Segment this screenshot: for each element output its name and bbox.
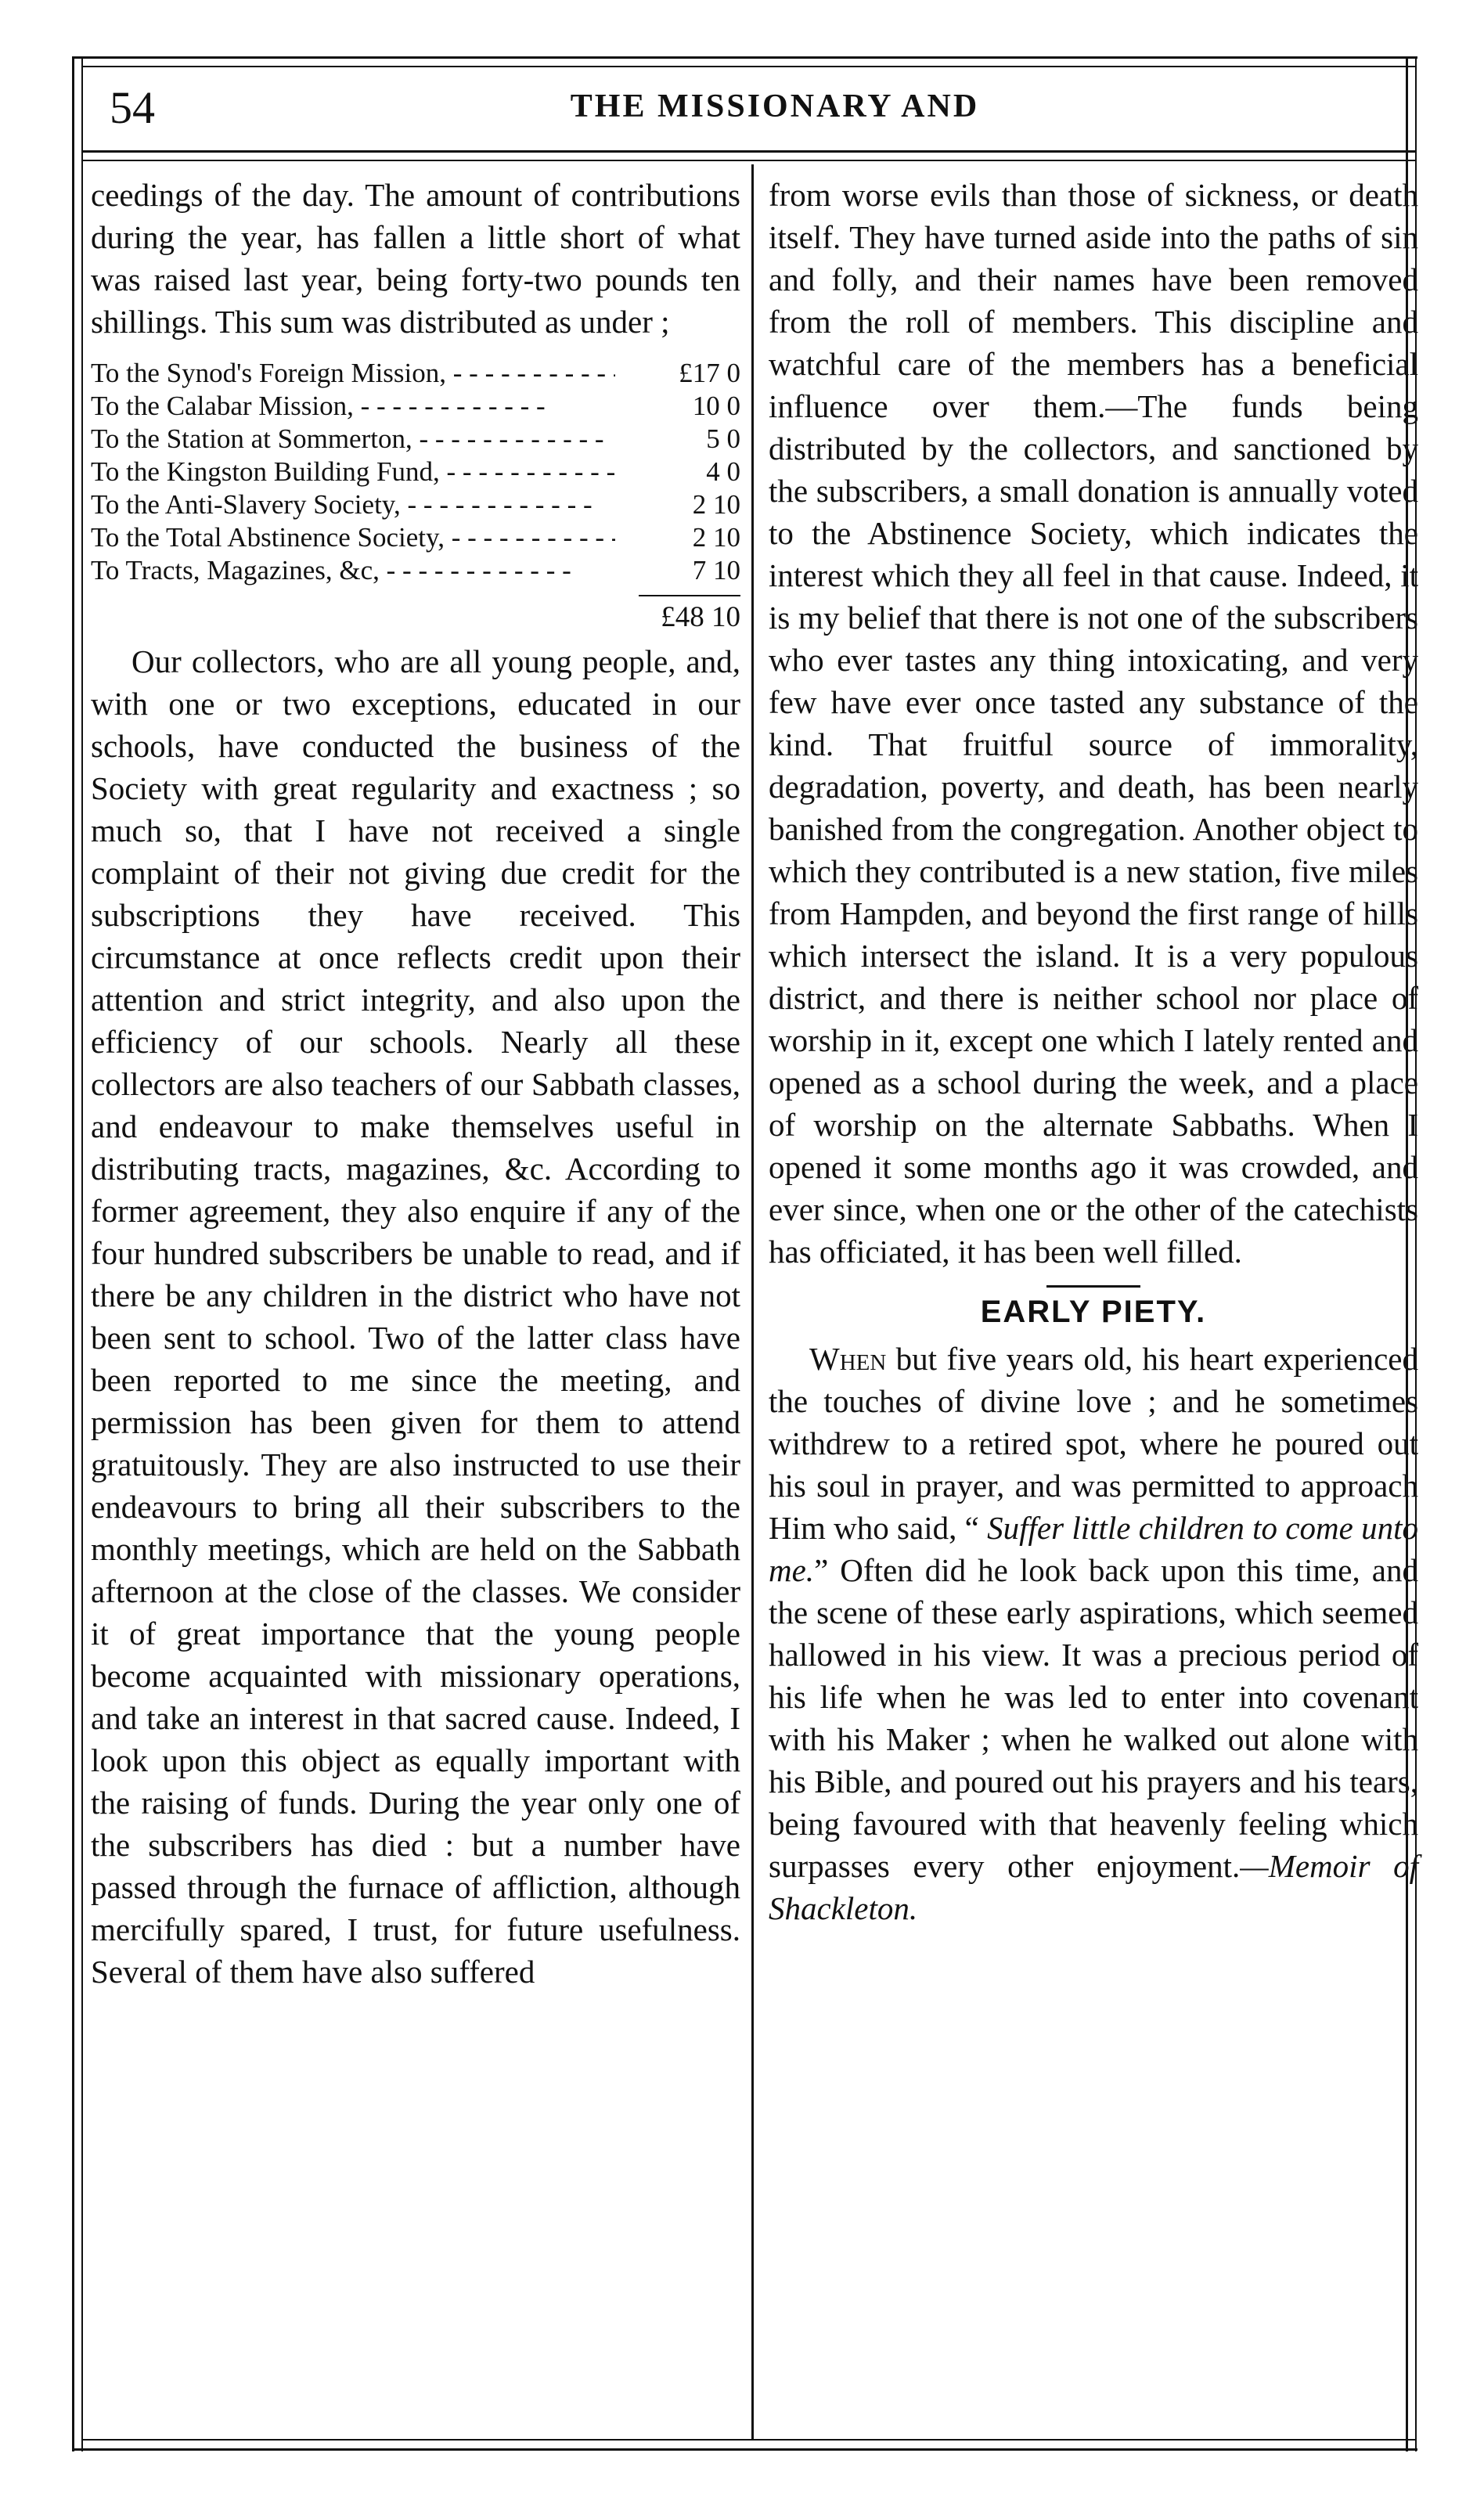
contribution-amount: 2 10	[692, 489, 740, 520]
header-divider-rule	[81, 150, 1417, 153]
contribution-label: To the Total Abstinence Society, - -	[91, 521, 615, 554]
contribution-row	[91, 521, 740, 554]
contribution-row	[91, 554, 740, 587]
contribution-label: To the Synod's Foreign Mission, - -	[91, 357, 615, 390]
contribution-row	[91, 357, 740, 390]
contribution-label: To the Kingston Building Fund, - -	[91, 456, 615, 488]
source-citation: —Memoir of Shackleton.	[769, 1848, 1419, 1926]
contribution-row	[91, 456, 740, 488]
contribution-row	[91, 423, 740, 456]
contribution-amount: 10 0	[692, 391, 740, 421]
top-border-rule	[72, 56, 1417, 59]
column-divider-rule	[751, 164, 754, 2439]
paragraph: Our collectors, who are all young people, and, with one or two exceptions, educated in our schools, have conducted the business of the Society with great regularity and exactness ; so much so, that I have not received a single complaint of their not giving due credit for the subscriptions they have received. This circumstance at once reflects credit upon their attention and strict integrity, and also upon the efficiency of our schools. Nearly all these collectors are also teachers of our Sabbath classes, and endeavour to make themselves useful in distributing tracts, magazines, &c. According to former agreement, they also enquire if any of the four hundred subscribers be unable to read, and if there be any children in the district who have not been sent to school. Two of the latter class have been reported to me since the meeting, and permission has been given for them to attend gratuitously. They are also instructed to use their endeavours to bring all their subscribers to the monthly meetings, which are held on the Sabbath afternoon at the close of the classes. We consider it of great importance that the young people become acquainted with missionary operations, and take an interest in that sacred cause. Indeed, I look upon this object as equally important with the raising of funds. During the year only one of the subscribers has died : but a number have passed through the furnace of affliction, although mercifully spared, I trust, for future usefulness. Several of them have also suffered	[91, 643, 740, 1990]
contribution-amount: 2 10	[692, 522, 740, 553]
total-rule	[639, 595, 740, 596]
article-heading: EARLY PIETY.	[980, 1295, 1207, 1329]
header-divider-rule-inner	[81, 160, 1417, 161]
contribution-label: To the Anti-Slavery Society, - -	[91, 488, 615, 521]
contribution-amount: 7 10	[692, 555, 740, 585]
bottom-border-rule-inner	[81, 2439, 1417, 2441]
contribution-amount: 5 0	[706, 423, 740, 454]
top-border-rule-inner	[81, 66, 1417, 67]
lead-word: When	[809, 1341, 887, 1377]
page-number: 54	[110, 82, 155, 133]
contribution-label: To the Calabar Mission, - -	[91, 390, 615, 423]
text-run: ” Often did he look back upon this time, and the scene of these early aspirations, which seemed hallowed in his view. It was a precious period of his life when he was led to enter into covenant with his Maker ; when he walked out alone with his Bible, and poured out his prayers and his tears, being favoured with that heavenly feeling which surpasses every other enjoyment.	[769, 1552, 1418, 1884]
paragraph: from worse evils than those of sickness, or death itself. They have turned aside into the paths of sin and folly, and their names have been removed from the roll of members. This discipline and watchful care of the members has a beneficial influence over them.—The funds being distributed by the collectors, and sanctioned by the subscribers, a small donation is annually voted to the Abstinence Society, which indicates the interest which they all feel in that cause. Indeed, it is my belief that there is not one of the subscribers who ever tastes any thing intoxicating, and very few have ever once tasted any substance of the kind. That fruitful source of immorality, degradation, poverty, and death, has been nearly banished from the congregation. Another object to which they contributed is a new station, five miles from Hampden, and beyond the first range of hills which intersect the island. It is a very populous district, and there is neither school nor place of worship in it, except one which I lately rented and opened as a school during the week, and a place of worship on the alternate Sabbaths. When I opened it some months ago it was crowded, and ever since, when one or the other of the catechists has officiated, it has been well filled.	[769, 177, 1418, 1270]
contribution-row	[91, 390, 740, 423]
contribution-label: To Tracts, Magazines, &c, - -	[91, 554, 615, 587]
contribution-amount: £17 0	[679, 358, 740, 388]
running-head: THE MISSIONARY AND	[570, 88, 980, 124]
contributions-table	[91, 357, 740, 634]
text-run: but five years old, his heart experienced the touches of divine love ; and he sometimes withdrew to a retired spot, where he poured out his soul in prayer, and was permitted to approach Him who said, “	[769, 1341, 1418, 1546]
contribution-label: To the Station at Sommerton, - -	[91, 423, 615, 456]
contribution-amount: 4 0	[706, 456, 740, 487]
left-column	[91, 174, 740, 1993]
scripture-quote: Suffer little children to come unto me.	[769, 1510, 1418, 1588]
contribution-row	[91, 488, 740, 521]
paragraph	[769, 1338, 1418, 1929]
paragraph: ceedings of the day. The amount of contributions during the year, has fallen a little short of what was raised last year, being forty-two pounds ten shillings. This sum was distributed as under ;	[91, 177, 740, 340]
left-border-rule-inner	[81, 56, 83, 2451]
heading-rule	[1046, 1285, 1140, 1288]
contribution-total: £48 10	[661, 601, 740, 633]
bottom-border-rule	[72, 2448, 1417, 2451]
right-column	[769, 174, 1418, 1929]
left-border-rule	[72, 56, 74, 2451]
